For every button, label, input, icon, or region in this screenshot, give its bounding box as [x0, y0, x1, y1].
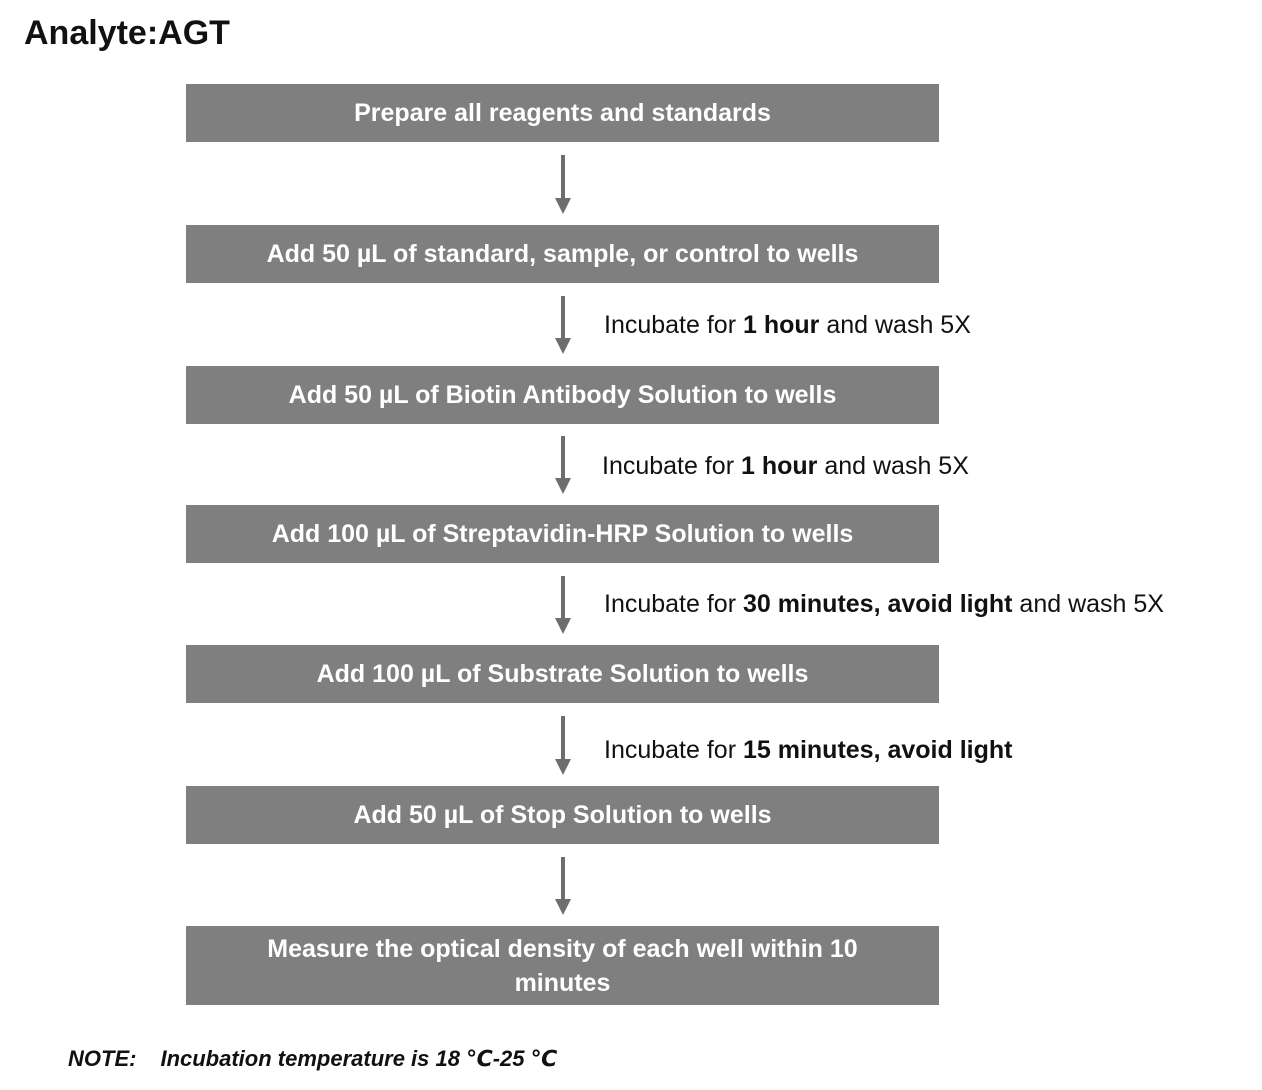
note-text: Incubation temperature is 18 ℃-25 ℃: [160, 1046, 558, 1071]
incubation-note-2: Incubate for 1 hour and wash 5X: [602, 452, 969, 480]
step-add-stop-solution: Add 50 µL of Stop Solution to wells: [186, 786, 939, 844]
step-measure-optical-density: Measure the optical density of each well within 10 minutes: [186, 926, 939, 1005]
arrow-down-icon: [555, 436, 571, 494]
arrow-down-icon: [555, 155, 571, 214]
arrow-down-icon: [555, 296, 571, 354]
step-add-substrate: Add 100 µL of Substrate Solution to wells: [186, 645, 939, 703]
arrow-down-icon: [555, 576, 571, 634]
arrow-down-icon: [555, 716, 571, 775]
incubation-note-1: Incubate for 1 hour and wash 5X: [604, 311, 971, 339]
arrow-down-icon: [555, 857, 571, 915]
footnote: [68, 1046, 557, 1072]
step-add-biotin-antibody: Add 50 µL of Biotin Antibody Solution to wells: [186, 366, 939, 424]
incubation-note-3: Incubate for 30 minutes, avoid light and wash 5X: [604, 590, 1164, 618]
step-add-sample: Add 50 µL of standard, sample, or control to wells: [186, 225, 939, 283]
note-label: NOTE:: [68, 1046, 137, 1071]
incubation-note-4: Incubate for 15 minutes, avoid light: [604, 736, 1013, 764]
page-title: Analyte:AGT: [24, 14, 230, 52]
step-prepare-reagents: Prepare all reagents and standards: [186, 84, 939, 142]
step-add-streptavidin-hrp: Add 100 µL of Streptavidin-HRP Solution to wells: [186, 505, 939, 563]
